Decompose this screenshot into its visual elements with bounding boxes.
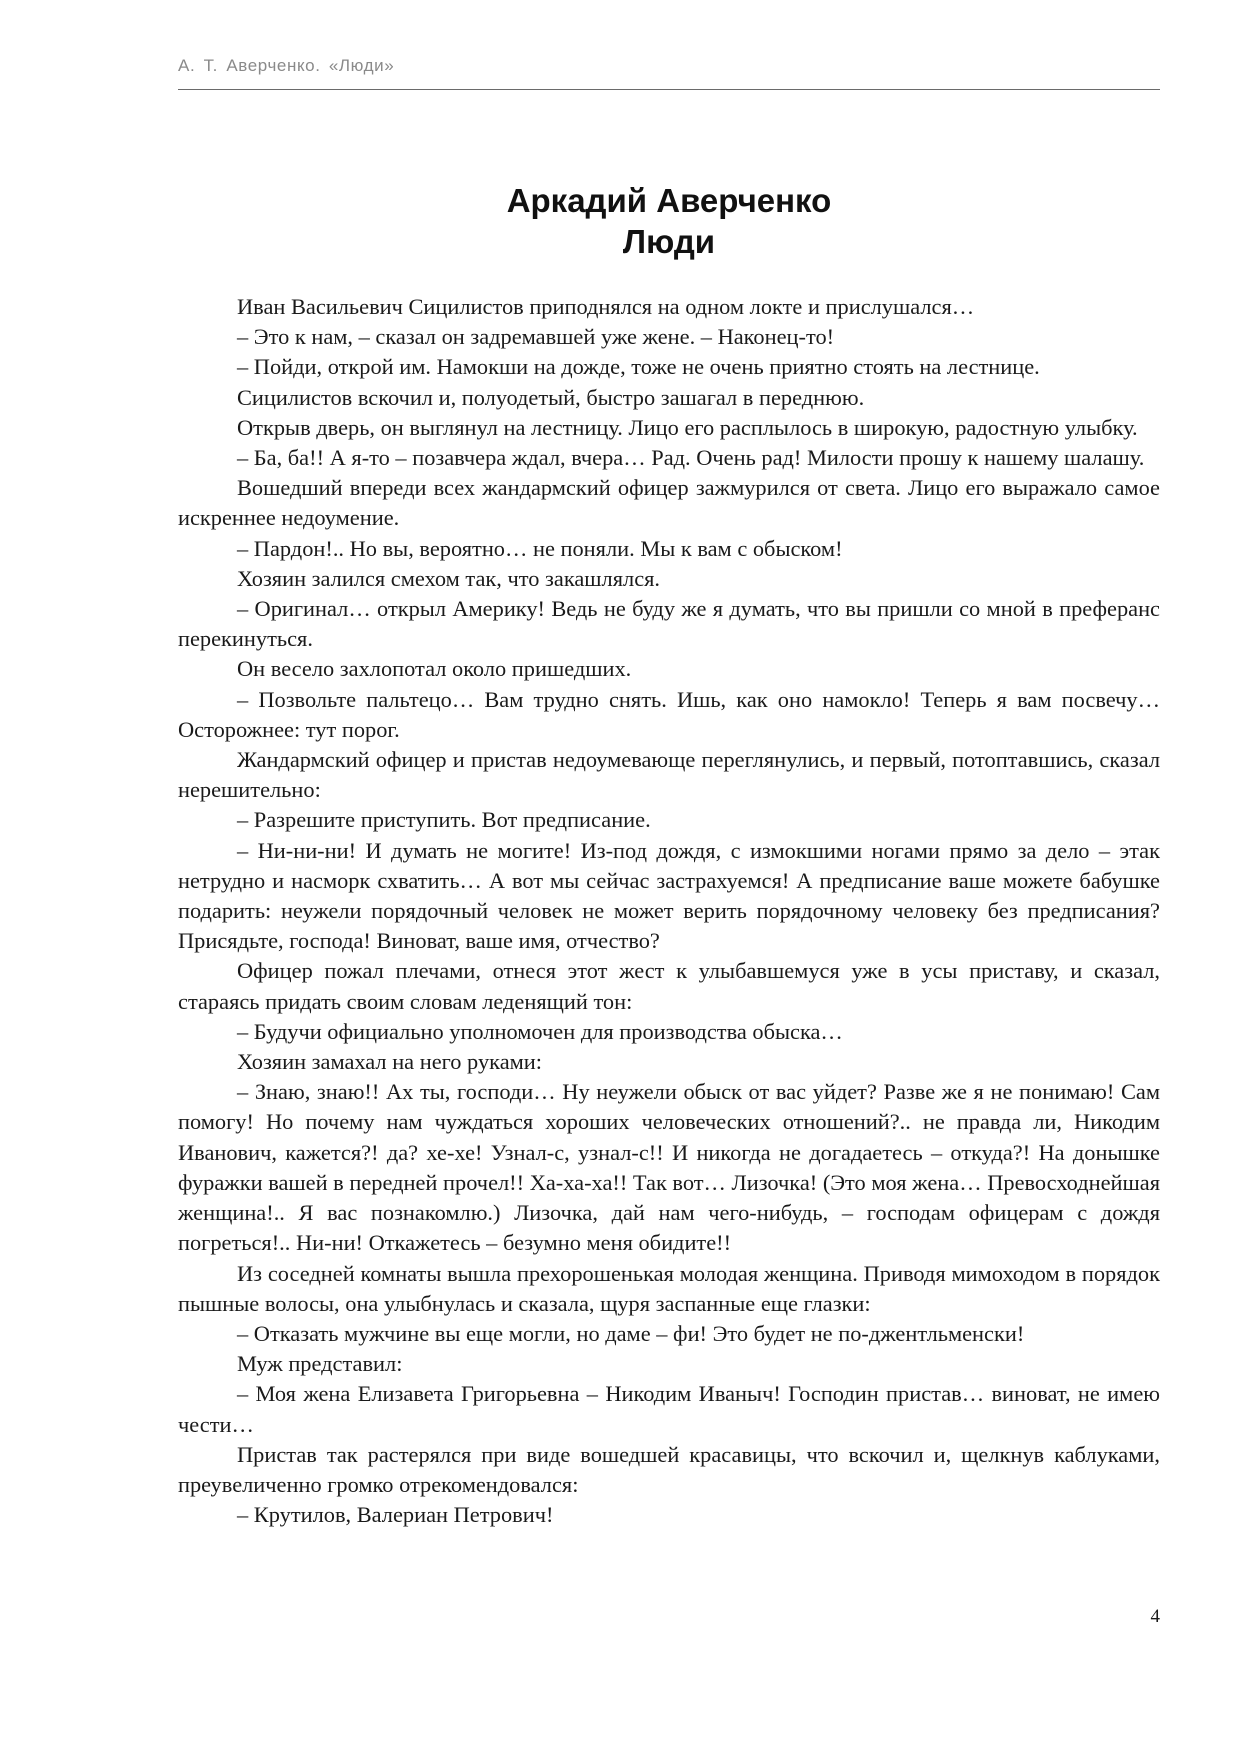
paragraph: Жандармский офицер и пристав недоумевающе переглянулись, и первый, потоптавшись, сказал нерешительно: [178,747,1160,803]
paragraph: Он весело захлопотал около пришедших. [237,656,632,682]
paragraph: – Отказать мужчине вы еще могли, но даме – фи! Это будет не по-джентльменски! [237,1320,1025,1346]
paragraph: – Знаю, знаю!! Ах ты, господи… Ну неужели обыск от вас уйдет? Разве же я не понимаю! Сам помогу! Но почему нам чуждаться хороших человеческих отношений?.. не правда ли, Никодим Иванович, кажется?! да? хе-хе! Узнал-с, узнал-с!! И никогда не догадаетесь – откуда?! На донышке фуражки вашей в передней прочел!! Ха-ха-ха!! Так вот… Лизочка! (Это моя жена… Превосходнейшая женщина!.. Я вас познакомлю.) Лизочка, дай нам чего-нибудь, – господам офицерам с дождя погреться!.. Ни-ни! Откажетесь – безумно меня обидите!! [178,1079,1160,1256]
paragraph: Из соседней комнаты вышла прехорошенькая молодая женщина. Приводя мимоходом в порядок пышные волосы, она улыбнулась и сказала, щуря заспанные еще глазки: [178,1260,1160,1316]
paragraph: Пристав так растерялся при виде вошедшей красавицы, что вскочил и, щелкнув каблуками, преувеличенно громко отрекомендовался: [178,1441,1160,1497]
paragraph: Хозяин залился смехом так, что закашлялся. [237,565,661,591]
header-rule [178,89,1160,90]
title-block [178,180,1160,262]
paragraph: – Оригинал… открыл Америку! Ведь не буду же я думать, что вы пришли со мной в преферанс перекинуться. [178,596,1160,652]
paragraph: Открыв дверь, он выглянул на лестницу. Лицо его расплылось в широкую, радостную улыбку. [237,414,1138,440]
author-title: Аркадий Аверченко [506,182,832,219]
paragraph: – Позвольте пальтецо… Вам трудно снять. Ишь, как оно намокло! Теперь я вам посвечу… Осторожнее: тут порог. [178,686,1160,742]
paragraph: – Пойди, открой им. Намокши на дожде, тоже не очень приятно стоять на лестнице. [237,354,1040,380]
paragraph: – Моя жена Елизавета Григорьевна – Никодим Иваныч! Господин пристав… виноват, не имею чести… [178,1381,1160,1437]
running-header: А. Т. Аверченко. «Люди» [178,56,395,75]
body-text [178,292,1160,1530]
paragraph: – Это к нам, – сказал он задремавшей уже жене. – Наконец-то! [237,324,835,350]
paragraph: Муж представил: [237,1351,403,1377]
paragraph: Иван Васильевич Сицилистов приподнялся на одном локте и прислушался… [237,294,975,319]
paragraph: – Крутилов, Валериан Петрович! [237,1502,554,1528]
paragraph: – Разрешите приступить. Вот предписание. [237,807,651,833]
paragraph: – Пардон!.. Но вы, вероятно… не поняли. Мы к вам с обыском! [237,535,843,561]
paragraph: Сицилистов вскочил и, полуодетый, быстро зашагал в переднюю. [237,384,865,410]
paragraph: – Ба, ба!! А я-то – позавчера ждал, вчера… Рад. Очень рад! Милости прошу к нашему шалашу. [237,445,1145,471]
paragraph: – Будучи официально уполномочен для производства обыска… [237,1018,843,1044]
work-title: Люди [622,223,716,260]
paragraph: Хозяин замахал на него руками: [237,1049,543,1075]
paragraph: Вошедший впереди всех жандармский офицер зажмурился от света. Лицо его выражало самое искреннее недоумение. [178,475,1160,531]
paragraph: – Ни-ни-ни! И думать не могите! Из-под дождя, с измокшими ногами прямо за дело – этак нетрудно и насморк схватить… А вот мы сейчас застрахуемся! А предписание ваше можете бабушке подарить: неужели порядочный человек не может верить порядочному человеку без предписания? Присядьте, господа! Виноват, ваше имя, отчество? [178,837,1160,954]
paragraph: Офицер пожал плечами, отнеся этот жест к улыбавшемуся уже в усы приставу, и сказал, стараясь придать своим словам леденящий тон: [178,958,1160,1014]
page-number: 4 [1150,1606,1160,1627]
